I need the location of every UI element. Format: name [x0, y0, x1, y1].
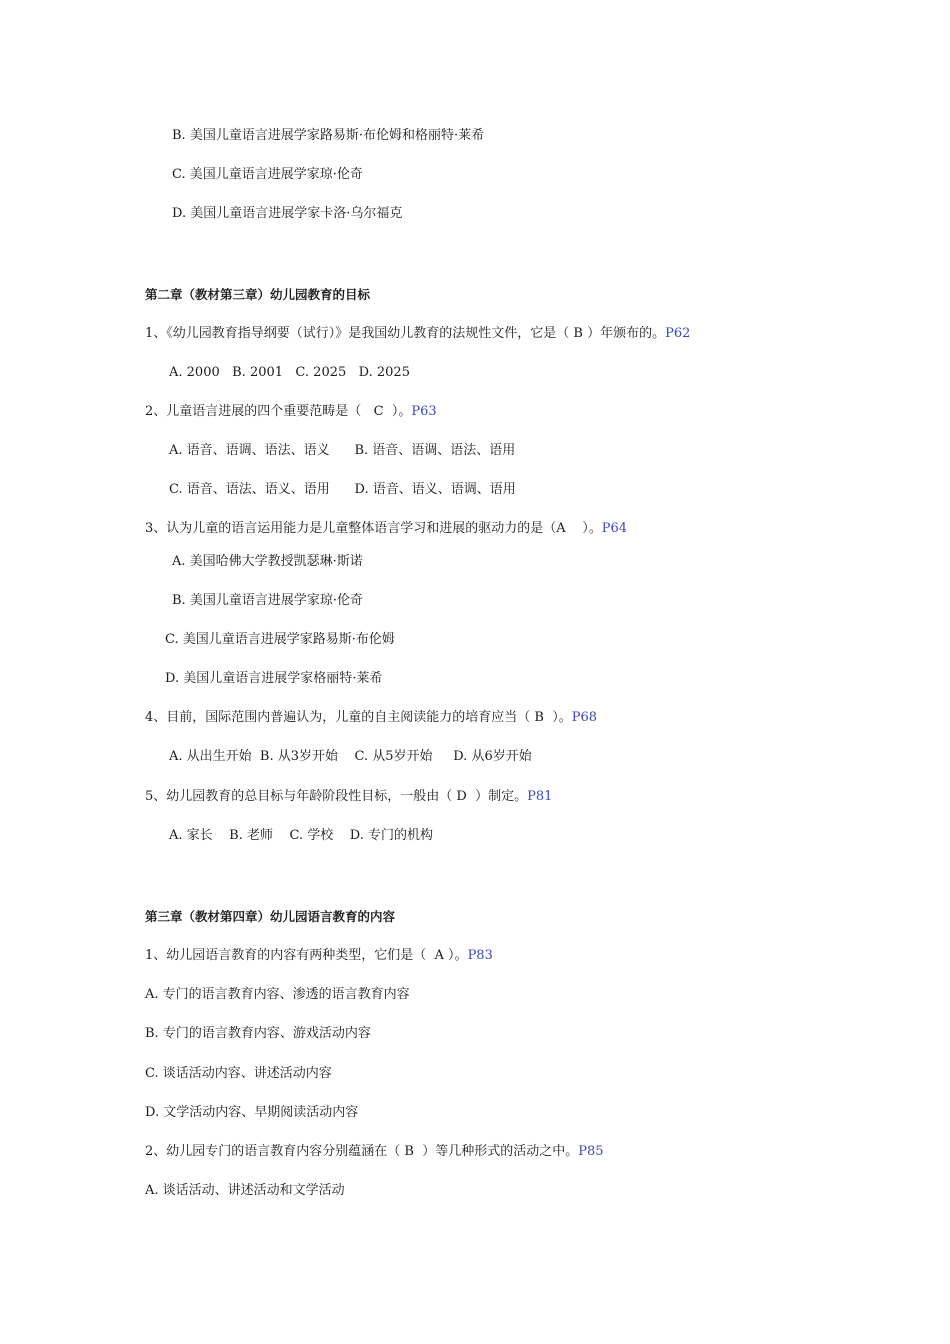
page-reference: P68 — [571, 710, 598, 725]
question-4 — [145, 709, 597, 727]
page-reference: P63 — [411, 404, 437, 419]
question-options: A. 2000 B. 2001 C. 2025 D. 2025 — [169, 365, 410, 380]
question-text: 1、《幼儿园教育指导纲要（试行）》是我国幼儿教育的法规性文件，它是（ B ）年颁布的。 — [145, 326, 666, 341]
page-reference: P83 — [467, 948, 493, 963]
question-text: 5、幼儿园教育的总目标与年龄阶段性目标，一般由（ D ）制定。 — [145, 789, 528, 804]
option-b: B. 美国儿童语言进展学家琼·伦奇 — [172, 593, 363, 608]
option-d: D. 美国儿童语言进展学家格丽特·莱希 — [165, 671, 383, 686]
question-1 — [145, 325, 690, 343]
question-2 — [145, 403, 437, 421]
option-c: C. 谈话活动内容、讲述活动内容 — [145, 1066, 332, 1081]
question-options: A. 从出生开始 B. 从3岁开始 C. 从5岁开始 D. 从6岁开始 — [169, 749, 532, 764]
option-a: A. 谈话活动、讲述活动和文学活动 — [145, 1183, 345, 1198]
question-2 — [145, 1143, 604, 1161]
page-reference: P85 — [578, 1144, 604, 1159]
question-text: 3、认为儿童的语言运用能力是儿童整体语言学习和进展的驱动力的是（A ）。 — [145, 521, 602, 536]
option-d: D. 美国儿童语言进展学家卡洛·乌尔福克 — [172, 206, 403, 221]
question-text: 2、儿童语言进展的四个重要范畴是（ C ）。 — [145, 404, 412, 419]
page-reference: P62 — [665, 326, 691, 341]
chapter-heading: 第二章（教材第三章）幼儿园教育的目标 — [145, 287, 371, 302]
question-5 — [145, 788, 552, 806]
chapter-heading: 第三章（教材第四章）幼儿园语言教育的内容 — [145, 909, 396, 924]
option-d: D. 文学活动内容、早期阅读活动内容 — [145, 1105, 359, 1120]
option-b: B. 专门的语言教育内容、游戏活动内容 — [145, 1026, 371, 1041]
question-options: A. 语音、语调、语法、语义 B. 语音、语调、语法、语用 — [169, 443, 516, 458]
question-text: 1、幼儿园语言教育的内容有两种类型，它们是（ A ）。 — [145, 948, 468, 963]
page-reference: P81 — [527, 789, 553, 804]
option-b: B. 美国儿童语言进展学家路易斯·布伦姆和格丽特·莱希 — [172, 128, 485, 143]
question-options: C. 语音、语法、语义、语用 D. 语音、语义、语调、语用 — [169, 482, 516, 497]
question-options: A. 家长 B. 老师 C. 学校 D. 专门的机构 — [169, 828, 434, 843]
page-reference: P64 — [601, 521, 627, 536]
question-1 — [145, 947, 493, 965]
question-3 — [145, 520, 627, 538]
option-c: C. 美国儿童语言进展学家琼·伦奇 — [172, 167, 363, 182]
question-text: 2、幼儿园专门的语言教育内容分别蕴涵在（ B ）等几种形式的活动之中。 — [145, 1144, 579, 1159]
option-a: A. 专门的语言教育内容、渗透的语言教育内容 — [145, 987, 410, 1002]
option-a: A. 美国哈佛大学教授凯瑟琳·斯诺 — [172, 554, 363, 569]
question-text: 4、目前，国际范围内普遍认为，儿童的自主阅读能力的培育应当（ B ）。 — [145, 710, 572, 725]
option-c: C. 美国儿童语言进展学家路易斯·布伦姆 — [165, 632, 395, 647]
